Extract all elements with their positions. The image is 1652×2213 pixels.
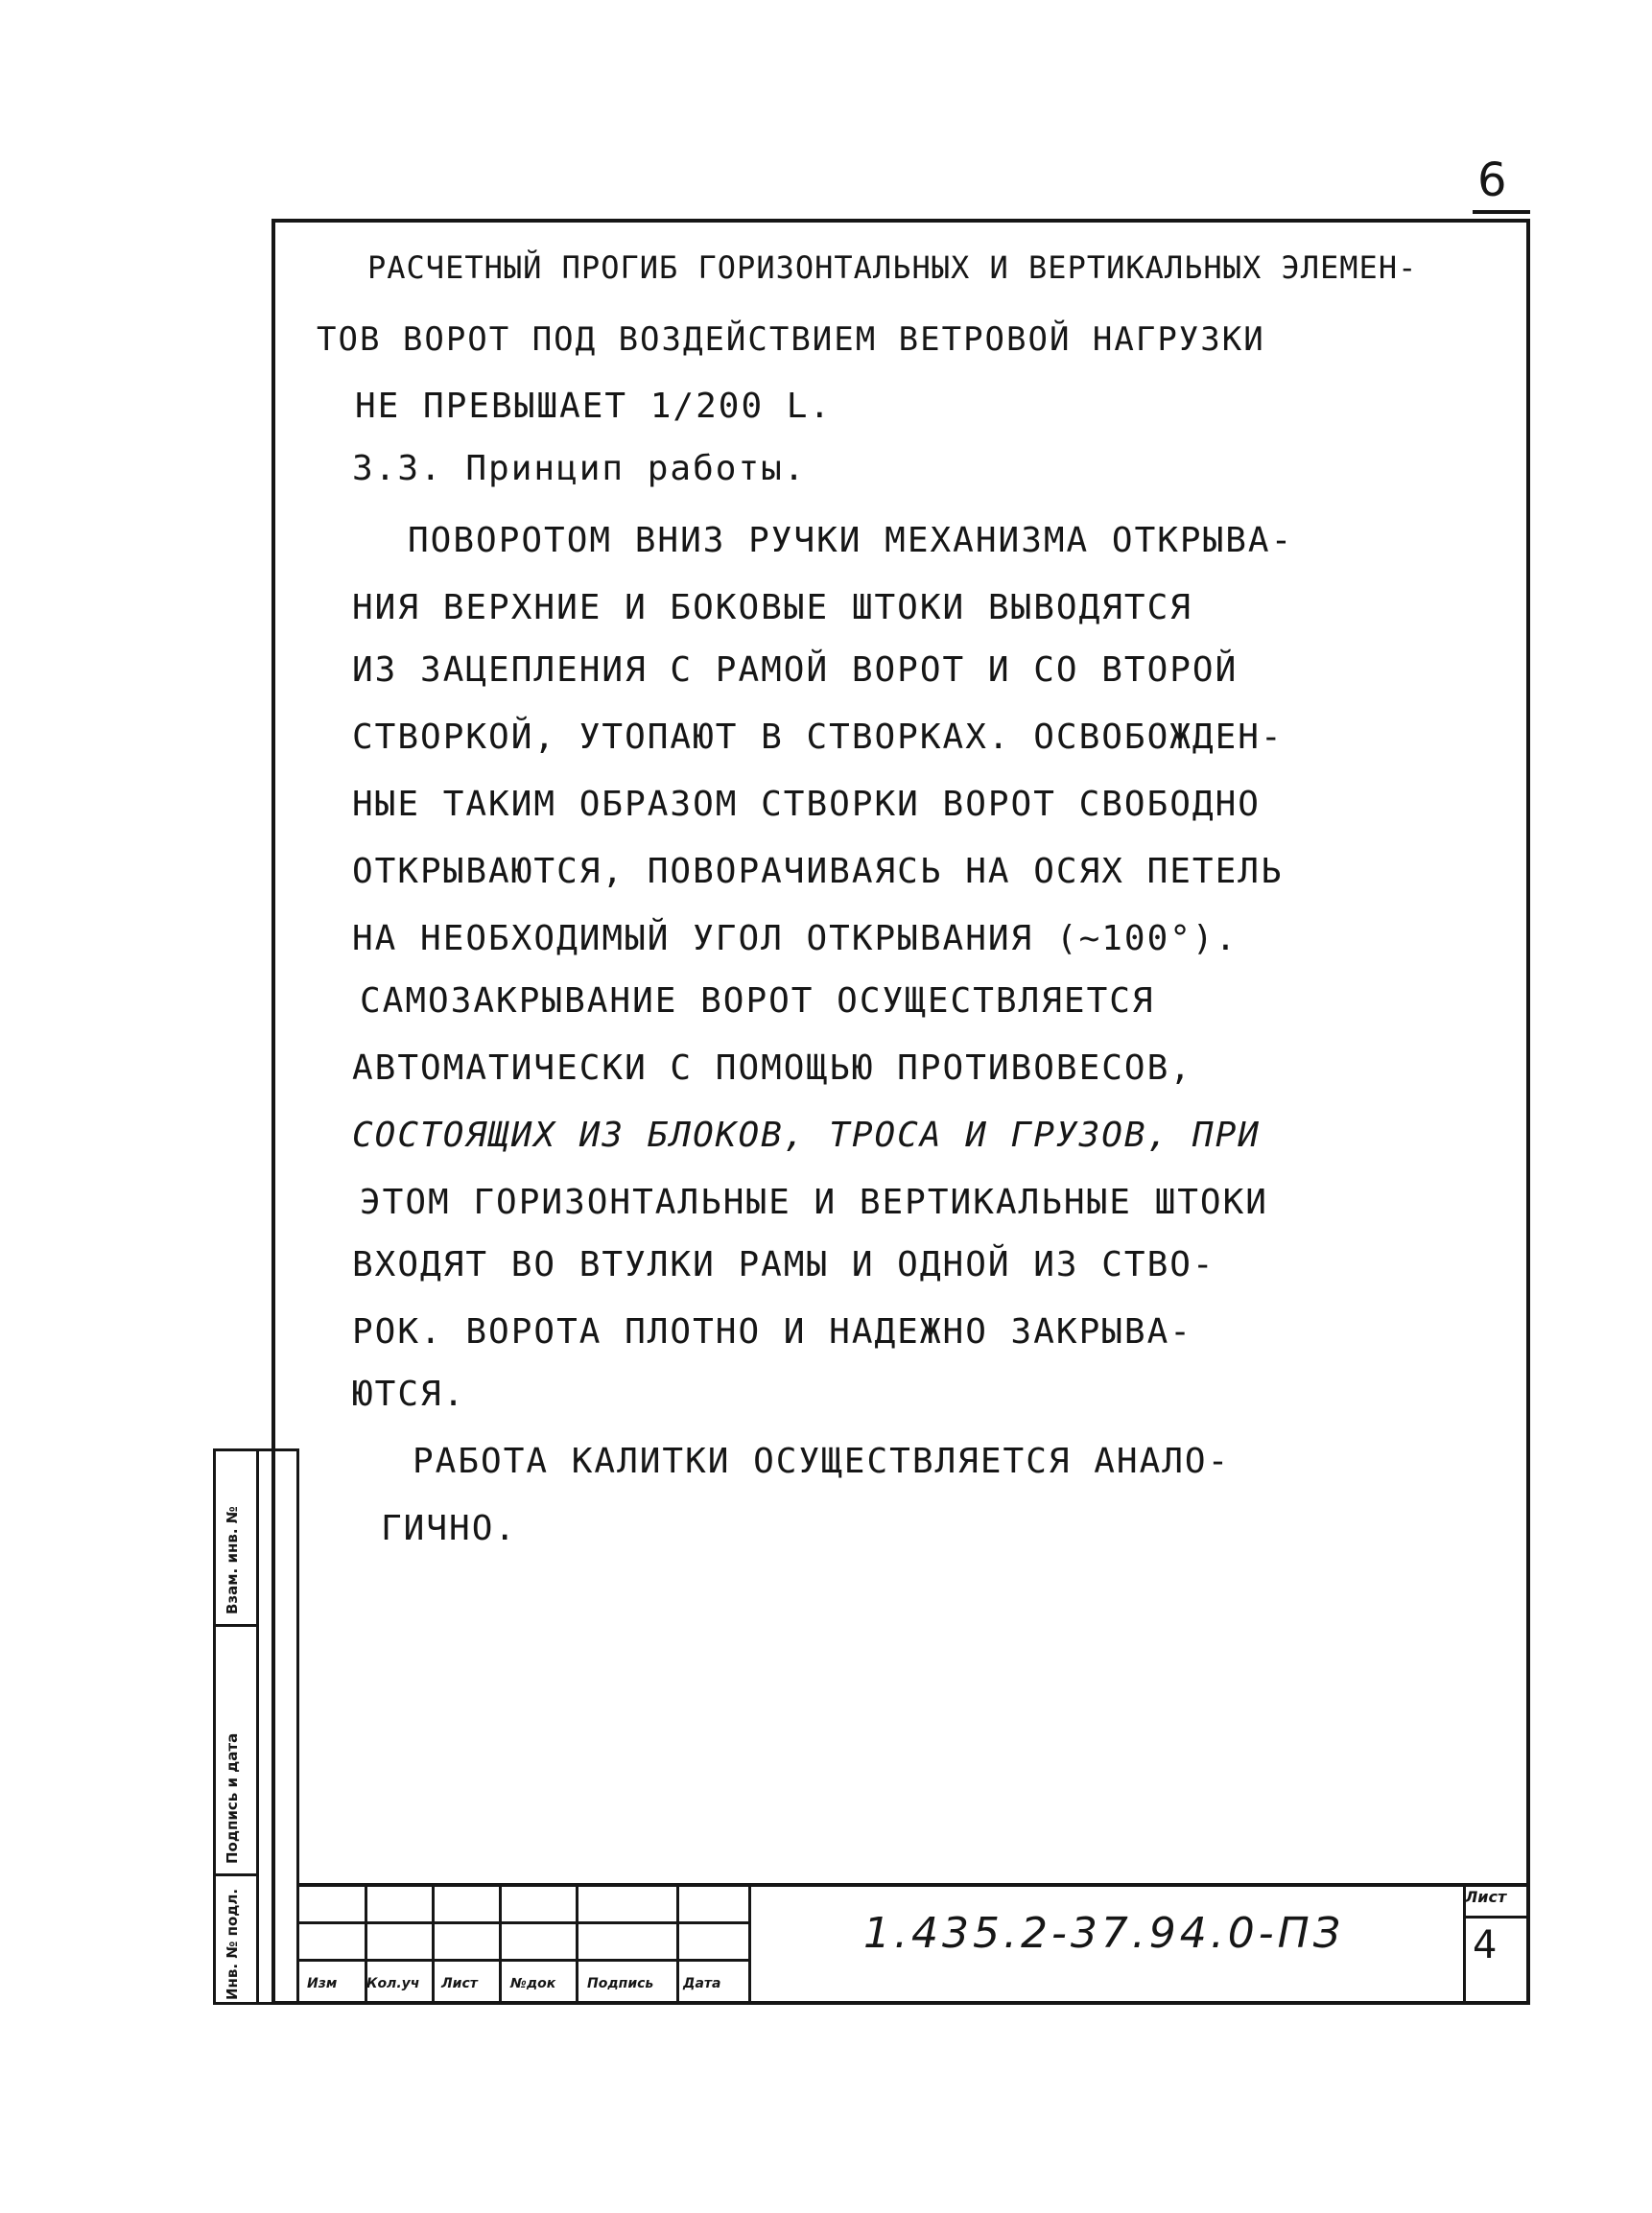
text-line: ЭТОМ ГОРИЗОНТАЛЬНЫЕ И ВЕРТИКАЛЬНЫЕ ШТОКИ (360, 1183, 1268, 1222)
title-grid-line (499, 1887, 502, 2005)
title-grid-line (676, 1887, 679, 2005)
text-line: РАСЧЕТНЫЙ ПРОГИБ ГОРИЗОНТАЛЬНЫХ И ВЕРТИКАЛЬНЫХ ЭЛЕМЕН- (367, 249, 1418, 286)
title-grid-line (297, 1959, 748, 1962)
title-grid-line (748, 1887, 751, 2005)
frame-tick (1473, 210, 1530, 214)
column-label-doc: №док (510, 1976, 556, 1991)
stamp-signature-date: Подпись и дата (224, 1732, 241, 1864)
text-line: ГИЧНО. (381, 1509, 518, 1548)
side-stamp-divider (216, 1873, 259, 1876)
stamp-replaces-inv: Взам. инв. № (224, 1506, 241, 1614)
text-line: СТВОРКОЙ, УТОПАЮТ В СТВОРКАХ. ОСВОБОЖДЕН- (352, 718, 1284, 757)
sheet-number: 4 (1473, 1923, 1498, 1967)
text-line: ИЗ ЗАЦЕПЛЕНИЯ С РАМОЙ ВОРОТ И СО ВТОРОЙ (352, 650, 1239, 690)
text-line: НИЯ ВЕРХНИЕ И БОКОВЫЕ ШТОКИ ВЫВОДЯТСЯ (352, 588, 1192, 627)
text-line: ТОВ ВОРОТ ПОД ВОЗДЕЙСТВИЕМ ВЕТРОВОЙ НАГРУЗКИ (317, 320, 1265, 359)
page-number: 6 (1477, 153, 1507, 207)
title-grid-line (576, 1887, 578, 2005)
title-grid-line (432, 1887, 435, 2005)
text-line: ЮТСЯ. (352, 1375, 466, 1414)
text-line: ПОВОРОТОМ ВНИЗ РУЧКИ МЕХАНИЗМА ОТКРЫВА- (408, 521, 1294, 560)
text-line: РАБОТА КАЛИТКИ ОСУЩЕСТВЛЯЕТСЯ АНАЛО- (413, 1442, 1231, 1481)
side-stamp-divider (216, 1624, 259, 1627)
text-line: РОК. ВОРОТА ПЛОТНО И НАДЕЖНО ЗАКРЫВА- (352, 1312, 1192, 1352)
sheet-label: Лист (1465, 1888, 1507, 1906)
text-line: ОТКРЫВАЮТСЯ, ПОВОРАЧИВАЯСЬ НА ОСЯХ ПЕТЕЛЬ (352, 852, 1284, 891)
section-heading: 3.3. Принцип работы. (352, 449, 807, 488)
text-line: СОСТОЯЩИХ ИЗ БЛОКОВ, ТРОСА И ГРУЗОВ, ПРИ (352, 1116, 1261, 1155)
text-line: САМОЗАКРЫВАНИЕ ВОРОТ ОСУЩЕСТВЛЯЕТСЯ (360, 981, 1155, 1021)
side-stamp (213, 1448, 299, 2005)
text-line: НЫЕ ТАКИМ ОБРАЗОМ СТВОРКИ ВОРОТ СВОБОДНО (352, 785, 1261, 824)
text-line: НЕ ПРЕВЫШАЕТ 1/200 L. (355, 387, 833, 426)
column-label-kol-uch: Кол.уч (366, 1976, 420, 1991)
text-line: ВХОДЯТ ВО ВТУЛКИ РАМЫ И ОДНОЙ ИЗ СТВО- (352, 1245, 1215, 1284)
document-designation: 1.435.2-37.94.0-ПЗ (863, 1909, 1344, 1958)
column-label-signature: Подпись (587, 1976, 654, 1991)
text-line: НА НЕОБХОДИМЫЙ УГОЛ ОТКРЫВАНИЯ (~100°). (352, 919, 1239, 958)
title-grid-line (1463, 1916, 1530, 1919)
column-label-date: Дата (683, 1976, 721, 1991)
text-line: АВТОМАТИЧЕСКИ С ПОМОЩЬЮ ПРОТИВОВЕСОВ, (352, 1048, 1192, 1088)
stamp-inv-orig: Инв. № подл. (224, 1888, 241, 2000)
title-grid-line (297, 1921, 748, 1924)
column-label-izm: Изм (307, 1976, 338, 1991)
column-label-list: Лист (441, 1976, 478, 1991)
